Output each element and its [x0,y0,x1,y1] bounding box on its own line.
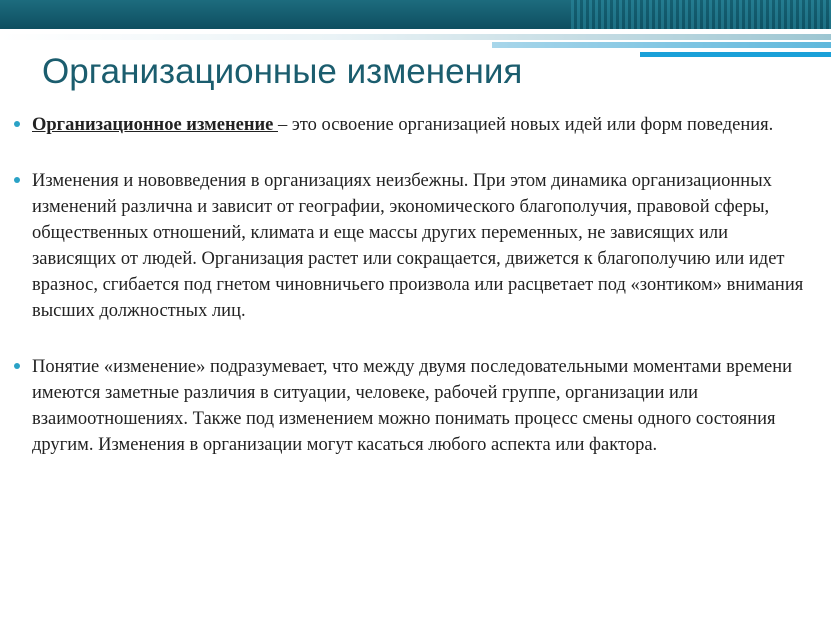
accent-line [640,52,831,57]
bullet-text: Понятие «изменение» подразумевает, что между двумя последовательными моментами времени имеются заметные различия в ситуации, человеке, рабочей группе, организации или взаимоотношениях. Также под изменением можно понимать процесс смены одного состояния другим. Изменения в организации могут касаться любого аспекта или фактора. [32,357,793,455]
header-stripes [571,0,831,29]
bullet-item [14,168,804,324]
bullet-icon [14,363,20,369]
definition-term: Организационное изменение [32,115,278,135]
bullet-icon [14,177,20,183]
bullet-item [14,112,804,138]
bullet-text: Изменения и нововведения в организациях неизбежны. При этом динамика организационных изменений различна и зависит от географии, экономического благополучия, правовой сферы, общественных отношений, климата и еще массы других переменных, не зависящих или зависящих от людей. Организация растет или сокращается, движется к благополучию или идет вразнос, сгибается под гнетом чиновничьего произвола или расцветает под «зонтиком» внимания высших должностных лиц. [32,171,804,321]
slide-title: Организационные изменения [42,52,523,91]
slide-content [14,112,804,458]
bullet-item [14,354,804,458]
header-bar [0,0,831,29]
accent-line [0,34,831,40]
bullet-text: – это освоение организацией новых идей или форм поведения. [277,115,774,135]
bullet-icon [14,121,20,127]
accent-line [492,42,831,48]
